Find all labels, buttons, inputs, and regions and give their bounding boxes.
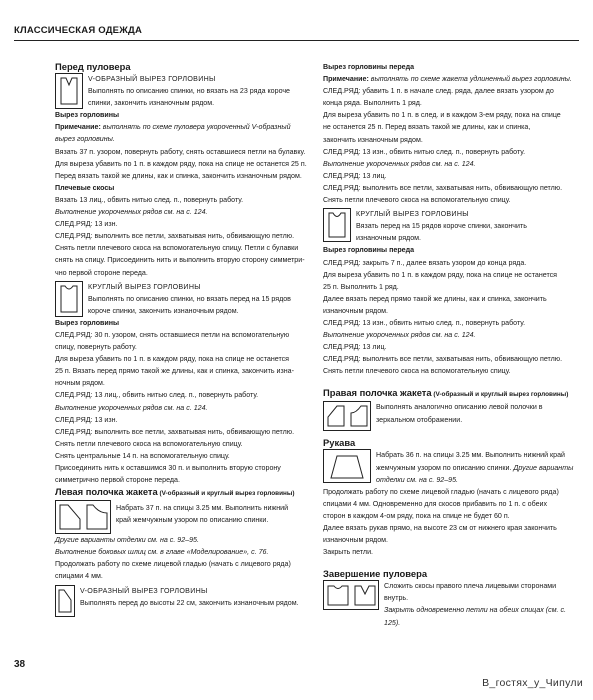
jacket-fronts-icon xyxy=(323,401,371,431)
text-line: ночным рядом. xyxy=(55,379,105,388)
text-line: короче спинки, закончить изнаночным рядом. xyxy=(88,306,239,315)
left-front-title: Левая полочка жакета (V-образный и круглый вырез горловины) xyxy=(55,486,295,498)
page-number: 38 xyxy=(14,659,26,670)
v-neck-jacket-icon xyxy=(55,585,75,617)
text-line: Закрыть одновременно петли на обеих спицах (см. с. 125). xyxy=(384,606,567,627)
left-front-block xyxy=(55,500,316,534)
text-line: Выполнение укороченных рядов см. на с. 124. xyxy=(323,159,476,168)
text-line: жемчужным узором по описанию спинки. xyxy=(376,463,512,472)
text-line: зеркальном отображении. xyxy=(376,415,463,424)
right-front-title: Правая полочка жакета (V-образный и круглый вырез горловины) xyxy=(323,387,569,399)
right-column xyxy=(323,55,581,629)
text-line: Выполнять по описанию спинки, но вязать на 23 ряда короче xyxy=(88,87,291,96)
text-line: Выполнение укороченных рядов см. на с. 124. xyxy=(323,331,476,340)
v-neck-front-icon xyxy=(55,73,83,109)
text-line: изнаночным рядом. xyxy=(356,234,421,243)
sleeves-block xyxy=(323,449,581,485)
neck-heading: Вырез горловины xyxy=(55,318,120,327)
text-line: Снять петли плечевого скоса на вспомогательную спицу. xyxy=(323,196,511,205)
text-line: Выполнение укороченных рядов см. на с. 124. xyxy=(55,403,208,412)
sleeves-title: Рукава xyxy=(323,437,356,449)
right-front-block xyxy=(323,401,581,431)
text-line: симметрично первой стороне переда. xyxy=(55,476,180,485)
text-line: Снять петли плечевого скоса на вспомогательную спицу. xyxy=(55,439,243,448)
text-line: Продолжать работу по схеме лицевой гладью (начать с лицевого ряда) xyxy=(323,487,559,496)
text-line: изнаночным рядом. xyxy=(323,306,388,315)
text-line: Далее вязать рукав прямо, на высоте 23 см от нижнего края закончить xyxy=(323,524,557,532)
text-line: край жемчужным узором по описанию спинки. xyxy=(116,516,269,525)
text-line: конца ряда. Выполнить 1 ряд. xyxy=(323,99,422,108)
text-line: Снять петли плечевого скоса на вспомогательную спицу. xyxy=(323,367,511,376)
text-line: закончить изнаночным рядом. xyxy=(323,135,423,144)
v-neck-title: V-ОБРАЗНЫЙ ВЫРЕЗ ГОРЛОВИНЫ xyxy=(80,586,208,595)
v-neck-block xyxy=(55,73,316,109)
text-line: Вязать 37 п. узором, повернуть работу, снять оставшиеся петли на булавку. xyxy=(55,147,306,156)
round-neck-front-icon xyxy=(55,281,83,317)
text-line: СЛЕД.РЯД: 13 лиц. xyxy=(323,171,387,180)
text-line: СЛЕД.РЯД: выполнить все петли, захватывая нить, обвивающую петлю. xyxy=(323,183,563,192)
text-line: Далее вязать перед прямо такой же длины, как и спинка, закончить xyxy=(323,294,547,303)
text-line: Для выреза убавить по 1 п. в каждом ряду, пока на спице не останется xyxy=(55,355,290,364)
text-line: СЛЕД.РЯД: выполнить все петли, захватывая нить, обвивающую петлю. xyxy=(55,427,295,436)
jacket-fronts-icon xyxy=(55,500,111,534)
text-line: Закрыть петли. xyxy=(323,548,374,557)
watermark: В_гостях_у_Чипули xyxy=(482,677,583,689)
round-neck-front-icon xyxy=(323,208,351,242)
left-v-neck-block xyxy=(55,585,316,617)
neck-heading: Вырез горловины переда xyxy=(323,63,415,71)
note-label: Примечание: xyxy=(323,75,369,84)
text-line: Для выреза убавить по 1 п. в каждом ряду, пока на спице не останется xyxy=(323,270,558,279)
note-text: вырез горловины. xyxy=(55,135,115,144)
text-line: Набрать 36 п. на спицы 3.25 мм. Выполнить нижний край xyxy=(376,451,566,460)
text-line: Другие варианты отделки см. на с. 92–95. xyxy=(55,536,199,545)
text-line: Для выреза убавить по 1 п. в каждом ряду, пока на спице не останется 25 п. xyxy=(55,159,307,168)
text-line: спицами 4 мм. xyxy=(55,572,103,581)
finishing-block xyxy=(323,580,581,628)
text-line: 25 п. Выполнить 1 ряд. xyxy=(323,282,399,291)
text-line: СЛЕД.РЯД: убавить 1 п. в начале след. ряда, далее вязать узором до xyxy=(323,87,554,96)
text-line: Сложить скосы правого плеча лицевыми сторонами внутрь. xyxy=(384,582,557,603)
text-line: Выполнение укороченных рядов см. на с. 124. xyxy=(55,208,208,217)
text-line: Снять петли плечевого скоса на вспомогательную спицу. Петли с булавки xyxy=(55,244,299,253)
text-line: СЛЕД.РЯД: 13 изн. xyxy=(55,220,118,229)
text-line: Выполнять перед до высоты 22 см, закончить изнаночным рядом. xyxy=(80,598,299,607)
text-line: СЛЕД.РЯД: 13 лиц., обвить нитью след. п., повернуть работу. xyxy=(55,391,259,400)
text-line: Перед вязать такой же длины, как и спинка, закончить изнаночным рядом. xyxy=(55,171,302,180)
text-line: изнаночным рядом. xyxy=(323,536,388,545)
note-text: выполнять по схеме жакета удлиненный вырез горловины. xyxy=(368,75,572,84)
text-line: Продолжать работу по схеме лицевой гладью (начать с лицевого ряда) xyxy=(55,560,291,569)
text-line: Выполнять аналогично описанию левой полочки в xyxy=(376,403,543,412)
text-line: сторон в каждом 4-ом ряду, пока на спице не будет 60 п. xyxy=(323,511,510,520)
round-neck-block xyxy=(323,208,581,244)
text-line: Набрать 37 п. на спицы 3.25 мм. Выполнить нижний xyxy=(116,504,289,513)
shoulder-heading: Плечевые скосы xyxy=(55,183,115,192)
right-front-subtitle: (V-образный и круглый вырез горловины) xyxy=(431,391,569,399)
text-line: не останется 25 п. Перед вязать такой же длины, как и спинка, xyxy=(323,123,531,132)
finishing-title: Завершение пуловера xyxy=(323,568,428,580)
text-line: спицу, повернуть работу. xyxy=(55,343,137,352)
pullover-finishing-icon xyxy=(323,580,379,610)
text-line: Для выреза убавить по 1 п. в след. и в каждом 3-ем ряду, пока на спице xyxy=(323,111,561,120)
text-line: снять на спицу. Присоединить нить и выполнить вторую сторону симметри- xyxy=(55,256,305,265)
round-neck-title: КРУГЛЫЙ ВЫРЕЗ ГОРЛОВИНЫ xyxy=(88,282,201,291)
left-front-subtitle: (V-образный и круглый вырез горловины) xyxy=(157,490,295,498)
sleeve-icon xyxy=(323,449,371,483)
header-rule xyxy=(14,40,579,41)
text-line: СЛЕД.РЯД: 13 изн., обвить нитью след. п., повернуть работу. xyxy=(323,147,526,156)
round-neck-title: КРУГЛЫЙ ВЫРЕЗ ГОРЛОВИНЫ xyxy=(356,210,469,219)
note-text: выполнять по схеме пуловера укороченный V-образный xyxy=(100,123,291,132)
neck-heading: Вырез горловины xyxy=(55,111,120,120)
text-line: Присоединить нить к оставшимся 30 п. и выполнить вторую сторону xyxy=(55,464,281,472)
text-line: СЛЕД.РЯД: закрыть 7 п., далее вязать узором до конца ряда. xyxy=(323,258,527,267)
text-line: СЛЕД.РЯД: 13 лиц. xyxy=(323,343,387,352)
neck-heading: Вырез горловины переда xyxy=(323,246,415,255)
text-line: Вязать 13 лиц., обвить нитью след. п., повернуть работу. xyxy=(55,195,244,204)
text-line: Снять центральные 14 п. на вспомогательную спицу. xyxy=(55,451,230,460)
v-neck-title: V-ОБРАЗНЫЙ ВЫРЕЗ ГОРЛОВИНЫ xyxy=(88,75,216,83)
text-line: 25 п. Вязать перед прямо такой же длины, как и спинка, закончить изна- xyxy=(55,367,294,376)
left-column xyxy=(55,55,316,617)
text-line: спинки, закончить изнаночным рядом. xyxy=(88,99,215,108)
text-line: отделки см. на с. 92–95. xyxy=(376,475,459,484)
text-line: Вязать перед на 15 рядов короче спинки, закончить xyxy=(356,222,527,231)
text-line: Выполнять по описанию спинки, но вязать перед на 15 рядов xyxy=(88,294,291,303)
round-neck-block xyxy=(55,281,316,317)
text-line: чно первой стороне переда. xyxy=(55,268,148,277)
text-line: спицами 4 мм. Одновременно для скосов прибавить по 1 п. с обеих xyxy=(323,499,548,508)
header-title: КЛАССИЧЕСКАЯ ОДЕЖДА xyxy=(14,25,143,36)
text-line: СЛЕД.РЯД: выполнить все петли, захватывая нить, обвивающую петлю. xyxy=(323,355,563,364)
text-line: СЛЕД.РЯД: 13 изн., обвить нитью след. п., повернуть работу. xyxy=(323,318,526,327)
text-line: СЛЕД.РЯД: 30 п. узором, снять оставшиеся петли на вспомогательную xyxy=(55,330,290,339)
front-section-title: Перед пуловера xyxy=(55,61,131,72)
text-line: СЛЕД.РЯД: выполнить все петли, захватывая нить, обвивающую петлю. xyxy=(55,232,295,241)
text-line: Другие варианты xyxy=(511,463,574,472)
text-line: СЛЕД.РЯД: 13 изн. xyxy=(55,415,118,424)
text-line: Выполнение боковых шлиц см. в главе «Моделирование», с. 76. xyxy=(55,548,269,557)
note-label: Примечание: xyxy=(55,123,101,132)
